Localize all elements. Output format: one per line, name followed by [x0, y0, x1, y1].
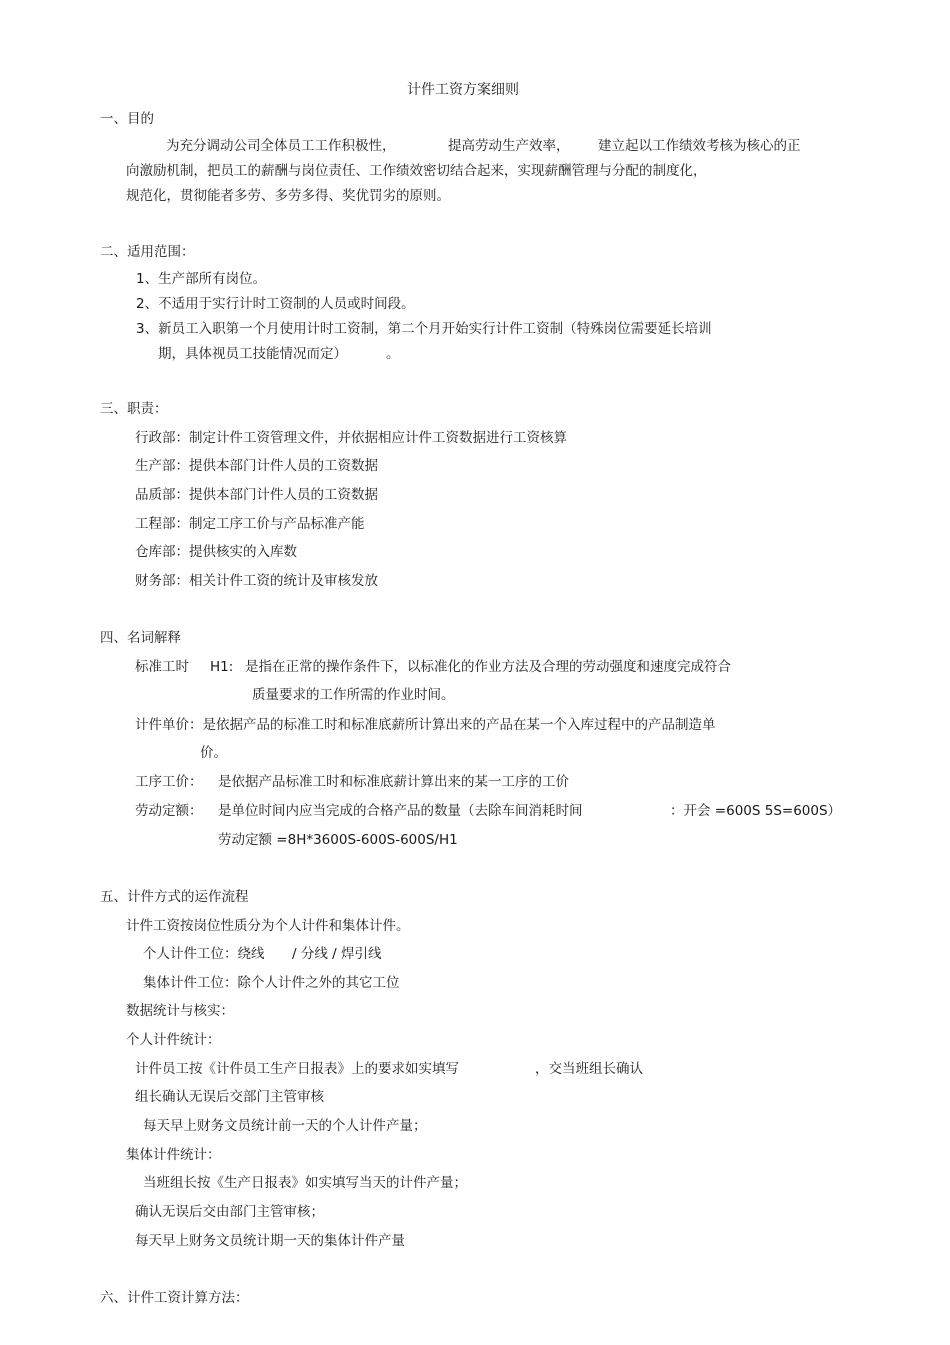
- paragraph-line: 每天早上财务文员统计期一天的集体计件产量: [135, 1233, 405, 1249]
- responsibility-row: 行政部：制定计件工资管理文件，并依据相应计件工资数据进行工资核算: [135, 430, 567, 446]
- paragraph-line: 确认无误后交由部门主管审核；: [135, 1204, 324, 1220]
- section-2-heading: 二、适用范围：: [100, 244, 195, 260]
- paragraph-line: 提高劳动生产效率，: [448, 138, 570, 154]
- responsibility-row: 品质部：提供本部门计件人员的工资数据: [135, 487, 378, 503]
- paragraph-line: 计件工资按岗位性质分为个人计件和集体计件。: [126, 918, 410, 934]
- list-item: 3、新员工入职第一个月使用计时工资制，第二个月开始实行计件工资制（特殊岗位需要延长培训: [136, 321, 712, 337]
- paragraph-line: 为充分调动公司全体员工工作积极性，: [166, 138, 396, 154]
- term-label: 工序工价：: [135, 774, 203, 790]
- term-definition: 价。: [200, 745, 227, 761]
- responsibility-row: 生产部：提供本部门计件人员的工资数据: [135, 458, 378, 474]
- responsibility-row: 工程部：制定工序工价与产品标准产能: [135, 516, 365, 532]
- paragraph-line: 建立起以工作绩效考核为核心的正: [598, 138, 801, 154]
- paragraph-line: 向激励机制，把员工的薪酬与岗位责任、工作绩效密切结合起来，实现薪酬管理与分配的制度化，: [126, 163, 707, 179]
- paragraph-line: / 分线 / 焊引线: [292, 946, 382, 962]
- section-5-heading: 五、计件方式的运作流程: [100, 889, 249, 905]
- list-item: 2、不适用于实行计时工资制的人员或时间段。: [136, 296, 415, 312]
- section-3-heading: 三、职责：: [100, 401, 168, 417]
- paragraph-line: 规范化，贯彻能者多劳、多劳多得、奖优罚劣的原则。: [126, 188, 450, 204]
- list-item: 1、生产部所有岗位。: [136, 271, 267, 287]
- responsibility-row: 仓库部：提供核实的入库数: [135, 544, 297, 560]
- paragraph-line: 集体计件工位：除个人计件之外的其它工位: [143, 975, 400, 991]
- term-definition: 是指在正常的操作条件下，以标准化的作业方法及合理的劳动强度和速度完成符合: [245, 659, 731, 675]
- paragraph-line: 个人计件统计：: [126, 1032, 221, 1048]
- section-4-heading: 四、名词解释: [100, 630, 181, 646]
- paragraph-line: 数据统计与核实：: [126, 1003, 234, 1019]
- responsibility-row: 财务部：相关计件工资的统计及审核发放: [135, 573, 378, 589]
- list-item-continued: 。: [386, 346, 400, 362]
- term-definition: 计件单价：是依据产品的标准工时和标准底薪所计算出来的产品在某一个入库过程中的产品制造单: [135, 717, 716, 733]
- paragraph-line: 个人计件工位：绕线: [143, 946, 265, 962]
- paragraph-line: 组长确认无误后交部门主管审核: [135, 1089, 324, 1105]
- paragraph-line: 计件员工按《计件员工生产日报表》上的要求如实填写: [135, 1061, 459, 1077]
- term-definition: 是依据产品标准工时和标准底薪计算出来的某一工序的工价: [218, 774, 569, 790]
- list-item-continued: 期，具体视员工技能情况而定）: [158, 346, 347, 362]
- term-label: 劳动定额：: [135, 803, 203, 819]
- paragraph-line: 当班组长按《生产日报表》如实填写当天的计件产量；: [143, 1175, 467, 1191]
- term-definition: ：开会 =600S 5S=600S）: [670, 803, 842, 819]
- paragraph-line: ，交当班组长确认: [535, 1061, 643, 1077]
- term-code: H1:: [210, 659, 234, 675]
- formula: 劳动定额 =8H*3600S-600S-600S/H1: [218, 832, 458, 848]
- term-definition: 质量要求的工作所需的作业时间。: [252, 687, 455, 703]
- term-label: 标准工时: [135, 659, 189, 675]
- paragraph-line: 集体计件统计：: [126, 1147, 221, 1163]
- term-definition: 是单位时间内应当完成的合格产品的数量（去除车间消耗时间: [218, 803, 583, 819]
- page-title: 计件工资方案细则: [407, 82, 519, 98]
- section-1-heading: 一、目的: [100, 111, 154, 127]
- paragraph-line: 每天早上财务文员统计前一天的个人计件产量；: [143, 1118, 427, 1134]
- section-6-heading: 六、计件工资计算方法：: [100, 1290, 249, 1306]
